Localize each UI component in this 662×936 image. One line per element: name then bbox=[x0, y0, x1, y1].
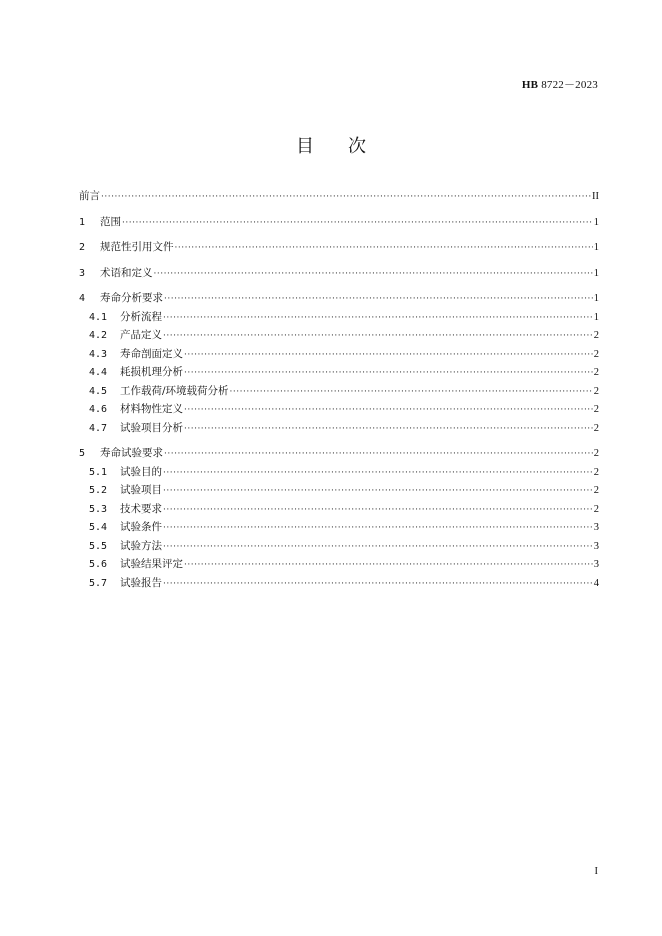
toc-entry-number: 2 bbox=[79, 242, 86, 253]
toc-entry-number: 4.3 bbox=[89, 348, 108, 360]
toc-entry-number: 5.3 bbox=[89, 503, 108, 515]
toc-entry[interactable] bbox=[79, 327, 599, 346]
toc-entry-page: 2 bbox=[593, 367, 599, 378]
toc-dot-leader bbox=[163, 576, 593, 594]
toc-entry[interactable] bbox=[79, 309, 599, 328]
toc-entry-title: 前言 bbox=[79, 190, 100, 202]
toc-entry-title: 耗损机理分析 bbox=[120, 366, 183, 378]
toc-entry-title: 试验方法 bbox=[120, 539, 162, 552]
toc-dot-leader bbox=[163, 502, 593, 520]
toc-entry-page: 3 bbox=[593, 522, 599, 533]
toc-entry-title: 试验项目分析 bbox=[120, 421, 183, 434]
toc-entry-title: 产品定义 bbox=[120, 329, 162, 341]
toc-dot-leader bbox=[184, 557, 593, 575]
toc-dot-leader bbox=[184, 402, 593, 420]
toc-dot-leader bbox=[163, 310, 593, 328]
toc-dot-leader bbox=[163, 539, 593, 557]
toc-entry[interactable] bbox=[79, 290, 599, 309]
toc-entry-page: 2 bbox=[593, 330, 599, 341]
standard-code bbox=[522, 76, 598, 92]
toc-dot-leader bbox=[164, 446, 593, 464]
standard-code-number: 8722－2023 bbox=[541, 79, 598, 91]
toc-dot-leader bbox=[101, 189, 591, 207]
toc-entry-page: 1 bbox=[593, 267, 599, 279]
toc-entry-number: 5.4 bbox=[89, 522, 108, 533]
toc-dot-leader bbox=[163, 328, 593, 346]
page-number: I bbox=[594, 866, 598, 877]
toc-entry[interactable] bbox=[79, 383, 599, 402]
toc-entry[interactable] bbox=[79, 519, 599, 538]
toc-entry-number: 5 bbox=[79, 448, 86, 459]
toc-entry-page: 2 bbox=[593, 485, 599, 496]
toc-entry-title: 范围 bbox=[100, 215, 121, 228]
standard-code-prefix: HB bbox=[521, 79, 539, 91]
toc-entry[interactable] bbox=[79, 364, 599, 383]
toc-entry-number: 4.2 bbox=[89, 330, 108, 341]
toc-dot-leader bbox=[163, 465, 593, 483]
toc-entry-title: 规范性引用文件 bbox=[100, 241, 174, 253]
toc-entry-page: 2 bbox=[593, 422, 599, 434]
toc-entry-page: 3 bbox=[593, 540, 599, 552]
toc-entry-title: 寿命分析要求 bbox=[100, 292, 163, 304]
toc-entry-number: 1 bbox=[79, 216, 86, 228]
toc-entry-title: 寿命剖面定义 bbox=[120, 347, 183, 360]
toc-entry[interactable] bbox=[79, 188, 599, 207]
toc-entry-number: 5.7 bbox=[89, 577, 108, 589]
toc-entry-page: 1 bbox=[593, 311, 599, 323]
toc-entry[interactable] bbox=[79, 420, 599, 439]
toc-entry-title: 技术要求 bbox=[120, 502, 162, 515]
toc-entry[interactable] bbox=[79, 214, 599, 233]
toc-entry-page: 2 bbox=[593, 348, 599, 360]
toc-entry-page: 1 bbox=[593, 293, 599, 304]
toc-entry-page: 2 bbox=[593, 503, 599, 515]
toc-entry[interactable] bbox=[79, 501, 599, 520]
toc-entry-page: 2 bbox=[593, 404, 599, 415]
toc-entry[interactable] bbox=[79, 265, 599, 284]
toc-entry-title: 分析流程 bbox=[120, 310, 162, 323]
toc-entry-number: 5.2 bbox=[89, 485, 108, 496]
toc-entry-number: 4.1 bbox=[89, 311, 108, 323]
toc-entry-title: 试验结果评定 bbox=[120, 558, 183, 570]
toc-dot-leader bbox=[175, 240, 593, 258]
toc-entry[interactable] bbox=[79, 445, 599, 464]
toc-dot-leader bbox=[122, 215, 593, 233]
toc-entry-title: 试验项目 bbox=[120, 484, 162, 496]
toc-entry-page: 4 bbox=[593, 577, 599, 589]
toc-entry-title: 术语和定义 bbox=[100, 266, 153, 279]
toc-entry-number: 5.6 bbox=[89, 559, 108, 570]
toc-entry-number: 4.6 bbox=[89, 404, 108, 415]
toc-entry-number: 3 bbox=[79, 267, 86, 279]
toc-entry-page: 1 bbox=[593, 216, 599, 228]
toc-entry-title: 试验目的 bbox=[120, 465, 162, 478]
toc-dot-leader bbox=[230, 384, 593, 402]
toc-dot-leader bbox=[184, 347, 593, 365]
toc-entry-title: 材料物性定义 bbox=[120, 403, 183, 415]
toc-dot-leader bbox=[184, 421, 593, 439]
toc-entry-number: 4.5 bbox=[89, 385, 108, 397]
toc-entry-number: 4.4 bbox=[89, 367, 108, 378]
toc-entry-page: 3 bbox=[593, 559, 599, 570]
toc-entry[interactable] bbox=[79, 575, 599, 594]
toc-dot-leader bbox=[164, 291, 593, 309]
toc-dot-leader bbox=[184, 365, 593, 383]
page-title: 目次 bbox=[296, 136, 400, 157]
toc-entry[interactable] bbox=[79, 401, 599, 420]
toc-entry[interactable] bbox=[79, 239, 599, 258]
toc-entry[interactable] bbox=[79, 538, 599, 557]
toc-entry-number: 4.7 bbox=[89, 422, 108, 434]
toc-entry[interactable] bbox=[79, 464, 599, 483]
toc-entry[interactable] bbox=[79, 346, 599, 365]
toc-entry-page: II bbox=[592, 191, 599, 202]
toc-entry-page: 2 bbox=[593, 466, 599, 478]
toc-dot-leader bbox=[163, 520, 593, 538]
toc-entry-title: 试验报告 bbox=[120, 576, 162, 589]
toc-entry-number: 4 bbox=[79, 293, 86, 304]
toc-entry-number: 5.1 bbox=[89, 466, 108, 478]
toc-entry[interactable] bbox=[79, 556, 599, 575]
toc-dot-leader bbox=[163, 483, 593, 501]
toc-entry-title: 工作载荷/环境载荷分析 bbox=[120, 384, 229, 397]
toc-dot-leader bbox=[154, 266, 593, 284]
toc-entry-number: 5.5 bbox=[89, 540, 108, 552]
toc-entry-title: 试验条件 bbox=[120, 521, 162, 533]
toc-entry-page: 2 bbox=[593, 448, 599, 459]
toc-entry-page: 1 bbox=[593, 242, 599, 253]
table-of-contents bbox=[79, 188, 599, 593]
toc-entry-title: 寿命试验要求 bbox=[100, 447, 163, 459]
toc-entry-page: 2 bbox=[593, 385, 599, 397]
toc-entry[interactable] bbox=[79, 482, 599, 501]
